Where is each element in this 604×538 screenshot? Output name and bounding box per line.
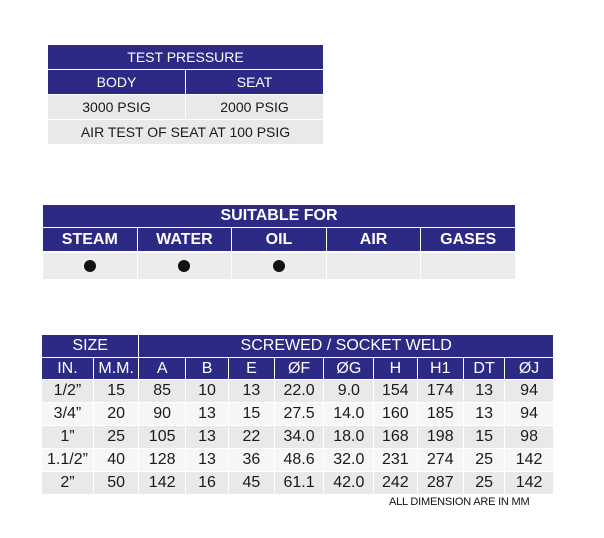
seat-pressure-value: 2000 PSIG (186, 95, 324, 120)
dim-cell: 94 (505, 403, 554, 426)
dim-cell: 13 (229, 380, 274, 403)
dim-cell: 13 (185, 449, 228, 472)
table-row (42, 426, 554, 449)
suitable-cell-steam (43, 252, 138, 279)
dim-col-header: ØF (274, 358, 324, 380)
size-header: SIZE (42, 335, 139, 358)
air-test-note: AIR TEST OF SEAT AT 100 PSIG (48, 120, 324, 145)
dim-col-header: H (374, 358, 417, 380)
dim-cell: 22 (229, 426, 274, 449)
suitable-cell-gases (421, 252, 516, 279)
dim-cell: 1” (42, 426, 94, 449)
dim-col-header: A (139, 358, 186, 380)
dim-cell: 85 (139, 380, 186, 403)
dim-cell: 94 (505, 380, 554, 403)
dim-col-header: ØJ (505, 358, 554, 380)
dim-cell: 3/4” (42, 403, 94, 426)
dim-cell: 25 (464, 449, 505, 472)
dim-cell: 27.5 (274, 403, 324, 426)
dim-cell: 16 (185, 472, 228, 495)
dim-cell: 20 (93, 403, 138, 426)
suitable-dot-icon (273, 260, 285, 272)
table-row (42, 403, 554, 426)
dim-cell: 128 (139, 449, 186, 472)
test-pressure-table (47, 44, 324, 145)
units-footnote: ALL DIMENSION ARE IN MM (389, 496, 530, 508)
table-row (42, 449, 554, 472)
dim-col-header: H1 (417, 358, 464, 380)
dim-cell: 50 (93, 472, 138, 495)
dim-col-header: M.M. (93, 358, 138, 380)
dim-cell: 25 (464, 472, 505, 495)
dim-cell: 22.0 (274, 380, 324, 403)
dim-col-header: B (185, 358, 228, 380)
suitable-col-gases: GASES (421, 228, 516, 253)
dim-cell: 142 (139, 472, 186, 495)
dim-cell: 2” (42, 472, 94, 495)
dim-cell: 142 (505, 472, 554, 495)
dim-cell: 25 (93, 426, 138, 449)
dim-col-header: E (229, 358, 274, 380)
dim-cell: 15 (464, 426, 505, 449)
dim-cell: 185 (417, 403, 464, 426)
dim-cell: 160 (374, 403, 417, 426)
dim-cell: 9.0 (324, 380, 374, 403)
dim-cell: 18.0 (324, 426, 374, 449)
suitable-col-oil: OIL (232, 228, 327, 253)
dim-cell: 198 (417, 426, 464, 449)
suitable-col-steam: STEAM (43, 228, 138, 253)
dim-cell: 13 (185, 426, 228, 449)
dim-cell: 98 (505, 426, 554, 449)
suitable-for-table (42, 205, 516, 279)
dim-cell: 15 (93, 380, 138, 403)
suitable-cell-air (326, 252, 421, 279)
dim-cell: 231 (374, 449, 417, 472)
dim-cell: 90 (139, 403, 186, 426)
dim-cell: 14.0 (324, 403, 374, 426)
dim-cell: 15 (229, 403, 274, 426)
suitable-col-air: AIR (326, 228, 421, 253)
dim-cell: 1/2” (42, 380, 94, 403)
body-pressure-value: 3000 PSIG (48, 95, 186, 120)
seat-header: SEAT (186, 70, 324, 95)
dim-cell: 287 (417, 472, 464, 495)
dim-cell: 13 (464, 403, 505, 426)
dim-col-header: DT (464, 358, 505, 380)
dim-cell: 32.0 (324, 449, 374, 472)
dim-cell: 168 (374, 426, 417, 449)
body-header: BODY (48, 70, 186, 95)
dim-cell: 34.0 (274, 426, 324, 449)
dim-cell: 61.1 (274, 472, 324, 495)
table-row (42, 472, 554, 495)
dim-cell: 274 (417, 449, 464, 472)
dim-cell: 42.0 (324, 472, 374, 495)
suitable-dot-icon (84, 260, 96, 272)
dim-cell: 13 (185, 403, 228, 426)
dim-cell: 45 (229, 472, 274, 495)
dimensions-table (41, 334, 554, 495)
suitable-for-title: SUITABLE FOR (43, 205, 516, 228)
test-pressure-title: TEST PRESSURE (48, 45, 324, 70)
suitable-cell-oil (232, 252, 327, 279)
suitable-cell-water (137, 252, 232, 279)
dim-cell: 142 (505, 449, 554, 472)
dim-cell: 174 (417, 380, 464, 403)
dim-cell: 154 (374, 380, 417, 403)
dim-cell: 10 (185, 380, 228, 403)
dim-cell: 105 (139, 426, 186, 449)
dim-cell: 242 (374, 472, 417, 495)
dim-cell: 1.1/2” (42, 449, 94, 472)
table-row (42, 380, 554, 403)
screwed-socket-weld-header: SCREWED / SOCKET WELD (139, 335, 554, 358)
dim-cell: 40 (93, 449, 138, 472)
dim-col-header: IN. (42, 358, 94, 380)
dim-col-header: ØG (324, 358, 374, 380)
dim-cell: 48.6 (274, 449, 324, 472)
dim-cell: 13 (464, 380, 505, 403)
suitable-dot-icon (178, 260, 190, 272)
suitable-col-water: WATER (137, 228, 232, 253)
dim-cell: 36 (229, 449, 274, 472)
